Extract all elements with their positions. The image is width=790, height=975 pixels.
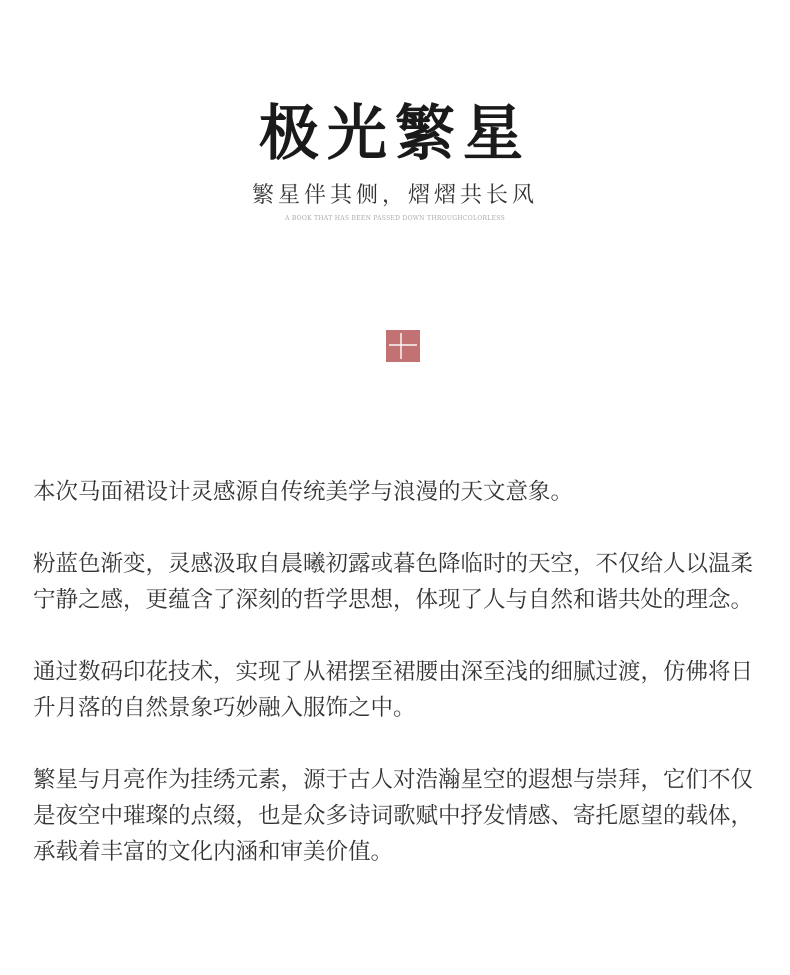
seal-stamp-icon: [386, 330, 420, 362]
english-tagline: A BOOK THAT HAS BEEN PASSED DOWN THROUGHCOLORLESS: [285, 215, 505, 222]
page-title: 极光繁星: [259, 99, 531, 169]
paragraph: 通过数码印花技术，实现了从裙摆至裙腰由深至浅的细腻过渡，仿佛将日升月落的自然景象巧妙融入服饰之中。: [33, 659, 754, 721]
description: [33, 474, 763, 906]
paragraph: 本次马面裙设计灵感源自传统美学与浪漫的天文意象。: [33, 479, 574, 505]
paragraph: 繁星与月亮作为挂绣元素，源于古人对浩瀚星空的遐想与崇拜，它们不仅是夜空中璀璨的点缀，也是众多诗词歌赋中抒发情感、寄托愿望的载体，承载着丰富的文化内涵和审美价值。: [33, 767, 754, 865]
paragraph: 粉蓝色渐变，灵感汲取自晨曦初露或暮色降临时的天空，不仅给人以温柔宁静之感，更蕴含了深刻的哲学思想，体现了人与自然和谐共处的理念。: [33, 551, 754, 613]
subtitle: 繁星伴其侧，熠熠共长风: [251, 183, 538, 208]
